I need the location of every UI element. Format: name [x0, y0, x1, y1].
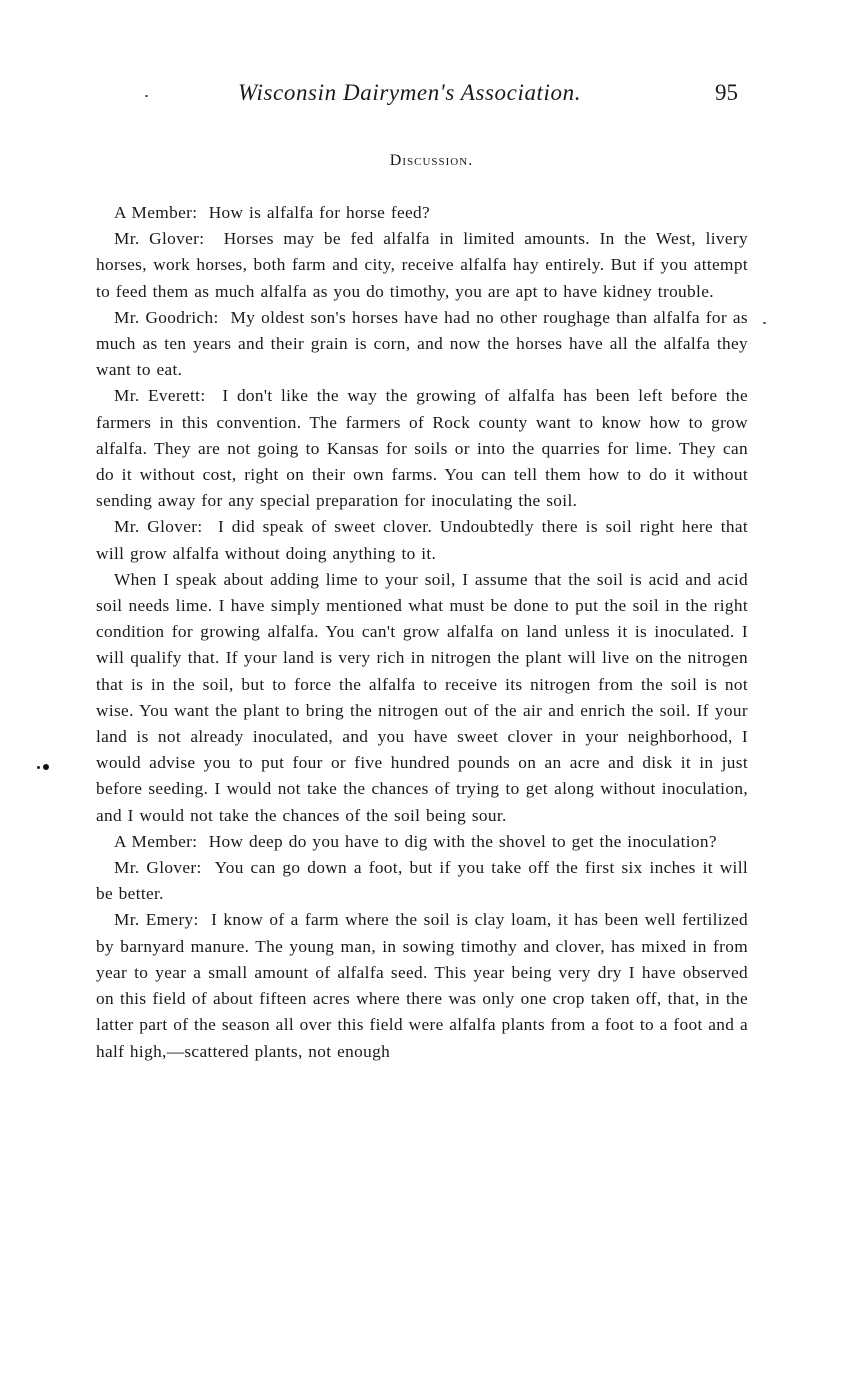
paragraph: [96, 855, 748, 907]
print-speck: [763, 322, 766, 324]
paragraph-text: I did speak of sweet clover. Undoubtedly there is soil right here that will grow alfalfa without doing anything to it.: [96, 517, 749, 563]
print-speck: [145, 95, 148, 97]
paragraph: [96, 907, 748, 1064]
speaker-label: A Member:: [114, 831, 198, 851]
paragraph: [96, 383, 748, 514]
speaker-label: Mr. Glover:: [114, 229, 205, 249]
paragraph: [96, 305, 748, 384]
speaker-label: Mr. Goodrich:: [114, 307, 219, 327]
paragraph-text: My oldest son's horses have had no other roughage than alfalfa for as much as ten years and their grain is corn, and now the horses have all the alfalfa they want to eat.: [96, 307, 748, 380]
running-head: [0, 80, 863, 112]
page-number: 95: [715, 80, 738, 105]
margin-ink-mark: [37, 762, 51, 772]
paragraph: [96, 200, 748, 226]
speaker-label: Mr. Glover:: [114, 858, 202, 878]
paragraph-text: When I speak about adding lime to your soil, I assume that the soil is acid and acid soil needs lime. I have simply mentioned what must be done to put the soil in the right condition for growing alfalfa. You can't grow alfalfa on land unless it is inoculated. I will qualify that. If your land is very rich in nitrogen the plant will live on the nitrogen that is in the soil, but to force the alfalfa to receive its nitrogen from the soil is not wise. You want the plant to bring the nitrogen out of the air and enrich the soil. If your land is not already inoculated, and you have sweet clover in your neighborhood, I would advise you to put four or five hundred pounds on an acre and disk it in just before seeding. I would not take the chances of trying to get along without inoculation, and I would not take the chances of the soil being sour.: [96, 569, 748, 825]
ink-dot: [37, 766, 40, 769]
paragraph-text: How is alfalfa for horse feed?: [208, 203, 431, 222]
body-text: [96, 200, 748, 1065]
paragraph-text: You can go down a foot, but if you take off the first six inches it will be better.: [96, 858, 748, 904]
paragraph: [96, 514, 748, 566]
paragraph-text: Horses may be fed alfalfa in limited amounts. In the West, livery horses, work horses, both farm and city, receive alfalfa hay entirely. But if you attempt to feed them as much alfalfa as you do timothy, you are apt to have kidney trouble.: [96, 229, 749, 301]
paragraph: [96, 829, 748, 855]
speaker-label: Mr. Glover:: [114, 517, 203, 537]
ink-dot: [43, 764, 49, 770]
paragraph-text: I don't like the way the growing of alfalfa has been left before the farmers in this convention. The farmers of Rock county want to know how to grow alfalfa. They are not going to Kansas for soils or into the quarries for lime. They can do it without cost, right on their own farms. You can tell them how to do it without sending away for any special preparation for inoculating the soil.: [96, 386, 749, 511]
paragraph-text: How deep do you have to dig with the shovel to get the inoculation?: [208, 831, 717, 851]
speaker-label: Mr. Everett:: [114, 386, 206, 406]
speaker-label: Mr. Emery:: [114, 910, 199, 930]
paragraph: [96, 226, 748, 305]
paragraph-text: I know of a farm where the soil is clay loam, it has been well fertilized by barnyard manure. The young man, in sowing timothy and clover, has mixed in from year to year a small amount of alfalfa seed. This year being very dry I have observed on this field of about fifteen acres where there was only one crop taken off, that, in the latter part of the season all over this field were alfalfa plants from a foot to a foot and a half high,—scattered plants, not enough: [96, 910, 748, 1061]
section-heading: [0, 152, 863, 170]
section-heading-text: Discussion.: [389, 152, 474, 169]
speaker-label: A Member:: [114, 203, 198, 222]
running-title: Wisconsin Dairymen's Association.: [238, 80, 582, 105]
paragraph: [96, 567, 748, 829]
